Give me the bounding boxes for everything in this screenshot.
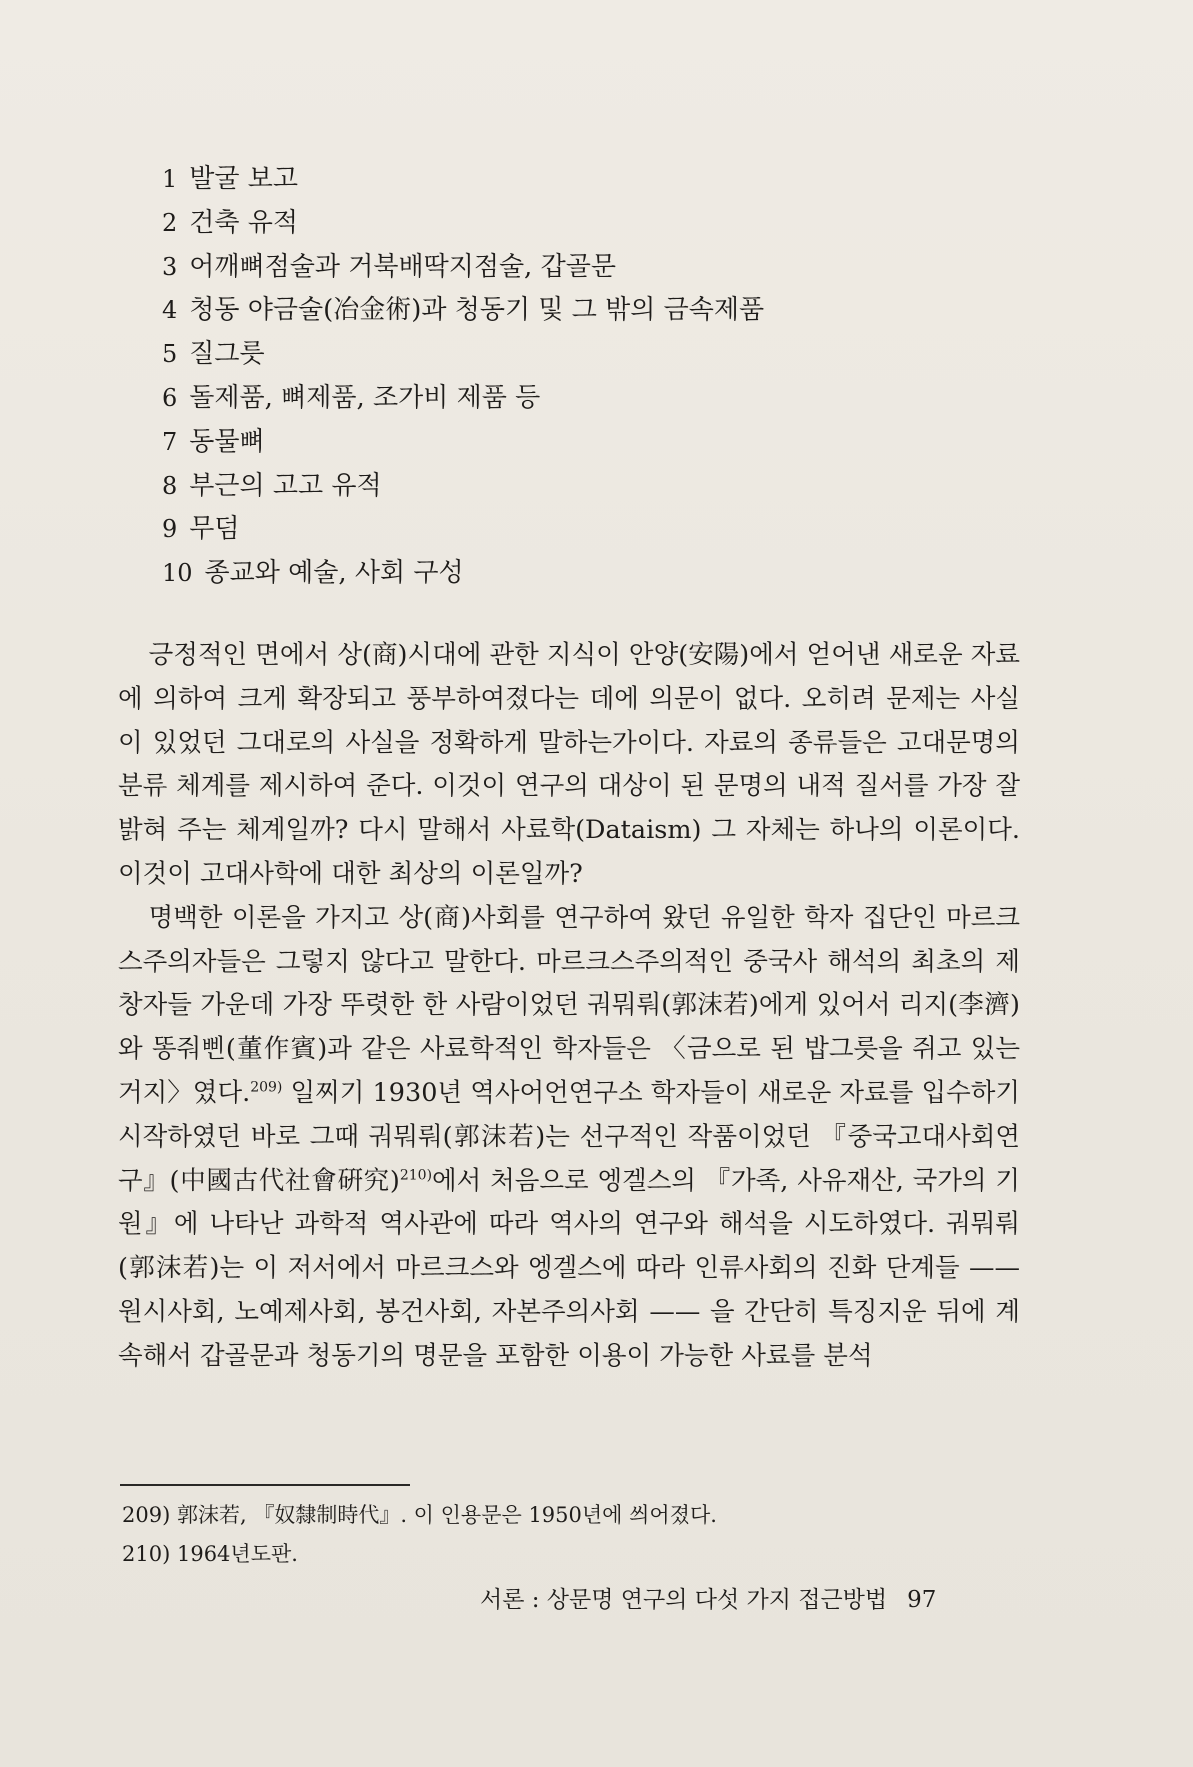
footnotes — [122, 1496, 717, 1574]
list-item-number: 1 — [162, 165, 178, 193]
list-item — [162, 202, 764, 246]
list-item — [162, 421, 764, 465]
list-item-text: 발굴 보고 — [189, 164, 299, 194]
list-item — [162, 377, 764, 421]
paragraph-2 — [118, 897, 1020, 1379]
list-item-text: 어깨뼈점술과 거북배딱지점술, 갑골문 — [189, 251, 616, 282]
paragraph-2-text: 에서 처음으로 엥겔스의 『가족, 사유재산, 국가의 기원』에 나타난 과학적 역사관에 따라 역사의 연구와 해석을 시도하였다. 궈뭐뤄(郭沫若)는 이 저서에서 마르크스와 엥겔스에 따라 인류사회의 진화 단계들 —— 원시사회, 노예제사회, 봉건사회, 자본주의사회 —— 을 간단히 특징지운 뒤에 계속해서 갑골문과 청동기의 명문을 포함한 이용이 가능한 사료를 분석 — [118, 1165, 1021, 1371]
footnote-label: 209) — [122, 1503, 171, 1527]
list-item — [162, 158, 764, 202]
list-item-text: 돌제품, 뼈제품, 조가비 제품 등 — [189, 382, 541, 413]
list-item-text: 건축 유적 — [189, 207, 299, 238]
footnote-divider — [120, 1484, 410, 1486]
list-item-text: 동물뼈 — [189, 426, 265, 457]
list-item — [162, 333, 764, 377]
list-item-text: 청동 야금술(冶金術)과 청동기 및 그 밖의 금속제품 — [189, 295, 765, 326]
footnote-ref-210: 210) — [399, 1167, 433, 1184]
list-item-text: 종교와 예술, 사회 구성 — [204, 558, 464, 589]
footnote-ref-209: 209) — [250, 1079, 283, 1096]
running-footer-title: 서론 : 상문명 연구의 다섯 가지 접근방법 — [480, 1587, 888, 1613]
running-footer — [480, 1581, 990, 1614]
list-item-text: 부근의 고고 유적 — [189, 470, 382, 501]
list-item — [162, 465, 764, 509]
footnote — [122, 1535, 717, 1574]
footnote-text: 1964년도판. — [176, 1542, 298, 1566]
list-item — [162, 246, 764, 290]
contents-list — [162, 158, 764, 596]
page-number: 97 — [907, 1587, 937, 1613]
list-item — [162, 289, 764, 333]
footnote — [122, 1496, 717, 1535]
list-item-number: 3 — [162, 252, 178, 281]
list-item-number: 2 — [162, 208, 178, 237]
paragraph-2-text: 명백한 이론을 가지고 상(商)사회를 연구하여 왔던 유일한 학자 집단인 마르크스주의자들은 그렇지 않다고 말한다. 마르크스주의적인 중국사 해석의 최초의 제창자들 가운데 가장 뚜렷한 한 사람이었던 궈뭐뤄(郭沫若)에게 있어서 리지(李濟)와 똥줘삔(董作賓)과 같은 사료학적인 학자들은 〈금으로 된 밥그릇을 쥐고 있는 거지〉였다. — [118, 902, 1020, 1108]
list-item-number: 6 — [162, 383, 178, 412]
list-item-number: 5 — [162, 340, 178, 369]
list-item — [162, 508, 764, 552]
list-item — [162, 552, 764, 596]
footnote-text: 郭沫若, 『奴隸制時代』. 이 인용문은 1950년에 씌어졌다. — [176, 1503, 717, 1527]
list-item-text: 무덤 — [189, 514, 240, 545]
list-item-number: 7 — [162, 427, 178, 456]
list-item-number: 10 — [162, 559, 193, 588]
footnote-label: 210) — [122, 1542, 171, 1566]
list-item-number: 4 — [162, 296, 178, 325]
list-item-number: 8 — [162, 471, 178, 500]
paragraph-2-text: 일찌기 1930년 역사어언연구소 학자들이 새로운 자료를 입수하기 시작하였던 바로 그때 궈뭐뤄(郭沫若)는 선구적인 작품이었던 『중국고대사회연구』(中國古代社會硏究) — [118, 1077, 1020, 1196]
paragraph-1: 긍정적인 면에서 상(商)시대에 관한 지식이 안양(安陽)에서 얻어낸 새로운 자료에 의하여 크게 확장되고 풍부하여졌다는 데에 의문이 없다. 오히려 문제는 사실이 있었던 그대로의 사실을 정확하게 말하는가이다. 자료의 종류들은 고대문명의 분류 체계를 제시하여 준다. 이것이 연구의 대상이 된 문명의 내적 질서를 가장 잘 밝혀 주는 체계일까? 다시 말해서 사료학(Dataism) 그 자체는 하나의 이론이다. 이것이 고대사학에 대한 최상의 이론일까? — [118, 640, 1020, 889]
list-item-number: 9 — [162, 515, 178, 544]
body-text — [118, 634, 1020, 1379]
list-item-text: 질그릇 — [189, 339, 265, 370]
